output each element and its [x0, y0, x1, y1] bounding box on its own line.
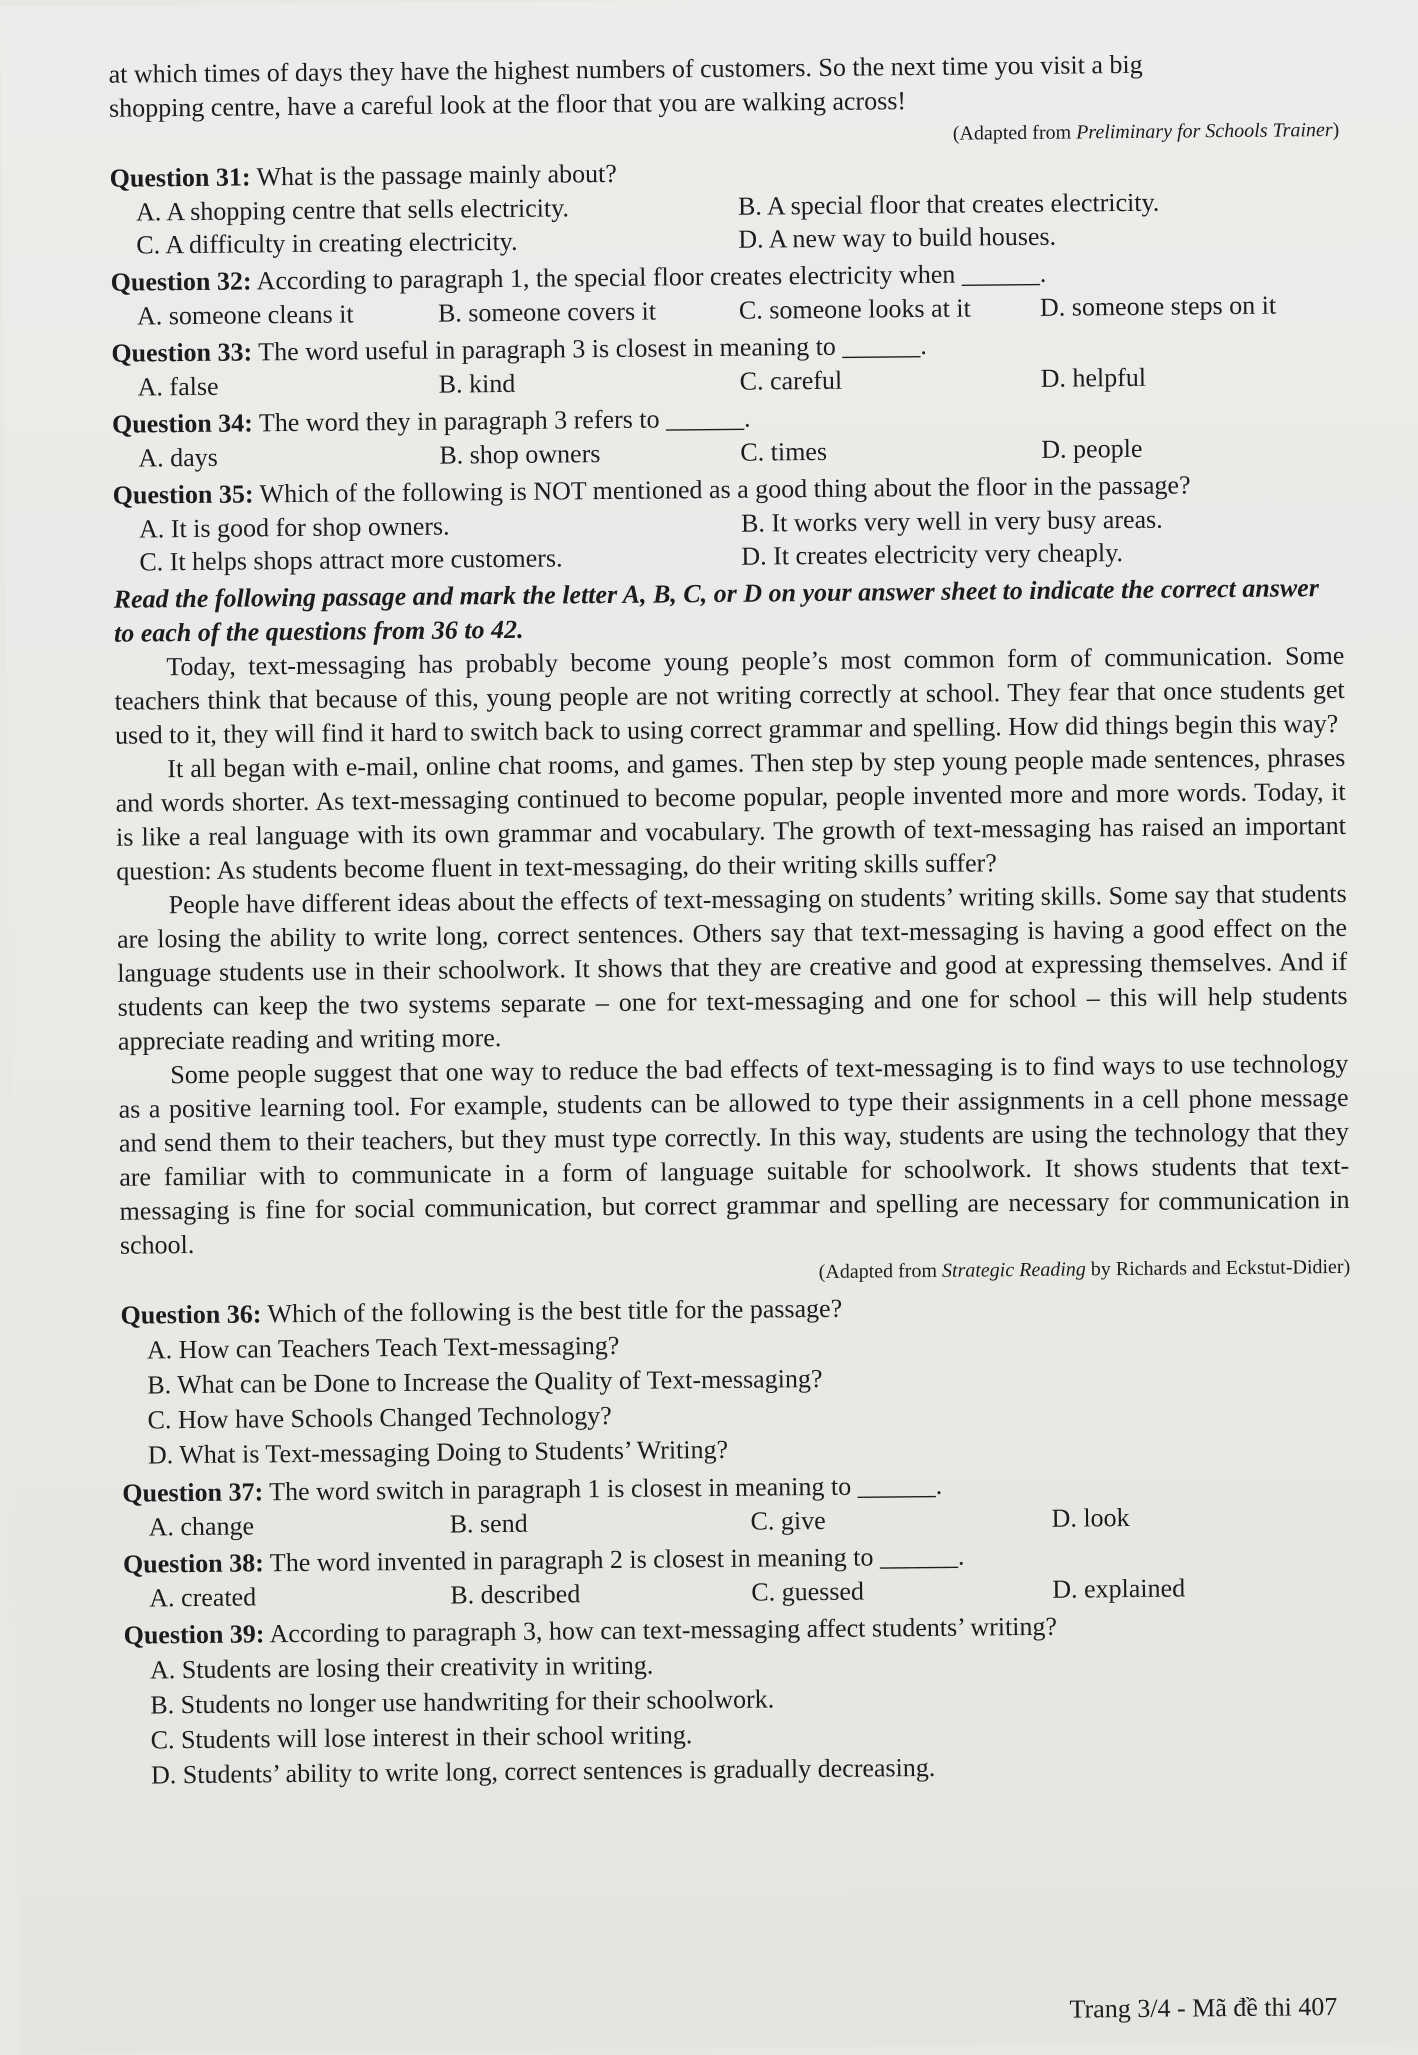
question-label: Question 37: — [122, 1477, 264, 1508]
question-text: The word they in paragraph 3 refers to ______. — [252, 403, 751, 438]
answer-option[interactable]: B. shop owners — [439, 439, 601, 470]
source2-suffix: by Richards and Eckstut-Didier) — [1085, 1255, 1351, 1281]
reading-passage — [114, 639, 1350, 1263]
answer-option[interactable]: A. How can Teachers Teach Text-messaging? — [146, 1330, 620, 1365]
answer-option[interactable]: B. A special floor that creates electricity. — [737, 187, 1160, 221]
source1-prefix: (Adapted from — [952, 121, 1077, 145]
question-item — [111, 325, 1342, 404]
answer-option[interactable]: D. What is Text-messaging Doing to Students’ Writing? — [147, 1434, 729, 1470]
question-group-31-35 — [110, 150, 1344, 579]
answer-option[interactable]: A. change — [148, 1511, 255, 1542]
answer-option[interactable]: A. Students are losing their creativity in writing. — [149, 1650, 654, 1685]
question-label: Question 39: — [123, 1619, 265, 1650]
answer-option[interactable]: A. someone cleans it — [136, 299, 354, 331]
answer-option[interactable]: A. days — [138, 442, 218, 473]
answer-option[interactable]: C. guessed — [751, 1576, 865, 1607]
answer-option[interactable]: C. How have Schools Changed Technology? — [147, 1400, 612, 1435]
answer-option[interactable]: D. helpful — [1040, 362, 1147, 393]
answer-option[interactable]: C. times — [740, 436, 828, 467]
answer-option[interactable]: A. A shopping centre that sells electricity. — [135, 193, 570, 227]
question-item — [110, 150, 1341, 262]
answer-option[interactable]: D. It creates electricity very cheaply. — [741, 538, 1124, 571]
answer-option[interactable]: B. What can be Done to Increase the Quality of Text-messaging? — [147, 1363, 823, 1400]
answer-option[interactable]: B. It works very well in very busy areas. — [740, 504, 1163, 538]
question-item — [113, 467, 1344, 579]
answer-options — [113, 501, 1344, 579]
answer-option[interactable]: B. someone covers it — [437, 296, 657, 328]
question-text: The word switch in paragraph 1 is closest in meaning to ______. — [263, 1470, 943, 1507]
question-item — [124, 1607, 1356, 1793]
answer-option[interactable]: D. someone steps on it — [1039, 290, 1277, 322]
page-footer: Trang 3/4 - Mã đề thi 407 — [1069, 1992, 1338, 2024]
question-text: According to paragraph 3, how can text-messaging affect students’ writing? — [264, 1611, 1058, 1649]
question-item — [111, 254, 1342, 333]
answer-option[interactable]: B. Students no longer use handwriting for their schoolwork. — [150, 1684, 775, 1720]
answer-option[interactable]: D. explained — [1052, 1573, 1186, 1604]
source2-prefix: (Adapted from — [818, 1259, 943, 1284]
source1-suffix: ) — [1332, 118, 1340, 142]
passage-paragraph-2: It all began with e-mail, online chat rooms, and games. Then step by step young people made sentences, phrases and words shorter. As text-messaging continued to become popular, people invented more and more words. Today, it is like a real language with its own grammar and vocabulary. The growth of text-messaging has raised an important question: As students become fluent in text-messaging, do their writing skills suffer? — [115, 742, 1347, 886]
passage-paragraph-1: Today, text-messaging has probably become young people’s most common form of communication. Some teachers think that because of this, young people are not writing correctly at school. They fear that once students get used to it, they will find it hard to switch back to using correct grammar and spelling. How did things begin this way? — [114, 640, 1345, 750]
intro-line-2: shopping centre, have a careful look at the floor that you are walking across! — [108, 86, 907, 123]
question-item — [112, 396, 1343, 475]
question-text: The word useful in paragraph 3 is closest in meaning to ______. — [252, 330, 927, 367]
question-label: Question 34: — [111, 408, 254, 439]
question-item — [120, 1287, 1352, 1473]
passage-paragraph-4: Some people suggest that one way to reduce the bad effects of text-messaging is to find ways to use technology as a positive learning tool. For example, students can be allowed to type their assignments in a cell phone message and send them to their teachers, but they must type correctly. In this way, students are using the technology that they are familiar with to communicate in a form of language suitable for schoolwork. It shows students that text-messaging is fine for social communication, but correct grammar and spelling are necessary for communication in school. — [118, 1048, 1350, 1260]
answer-option[interactable]: C. A difficulty in creating electricity. — [136, 226, 518, 260]
answer-options — [121, 1321, 1352, 1473]
answer-option[interactable]: A. It is good for shop owners. — [138, 511, 450, 544]
source1-title: Preliminary for Schools Trainer — [1076, 119, 1333, 144]
answer-option[interactable]: C. careful — [739, 365, 843, 396]
answer-option[interactable]: B. kind — [438, 368, 516, 399]
answer-option[interactable]: C. someone looks at it — [738, 293, 971, 325]
answer-option[interactable]: C. Students will lose interest in their school writing. — [150, 1720, 693, 1755]
answer-option[interactable]: A. created — [149, 1582, 257, 1613]
answer-option[interactable]: D. people — [1041, 433, 1143, 464]
intro-line-1: at which times of days they have the highest numbers of customers. So the next time you visit a big — [108, 49, 1143, 89]
question-label: Question 38: — [122, 1548, 264, 1579]
answer-option[interactable]: A. false — [137, 371, 219, 402]
intro-text — [109, 46, 1340, 126]
question-label: Question 36: — [120, 1299, 262, 1330]
answer-option[interactable]: D. look — [1051, 1503, 1130, 1533]
answer-option[interactable]: D. Students’ ability to write long, correct sentences is gradually decreasing. — [150, 1752, 936, 1790]
question-label: Question 32: — [110, 266, 252, 297]
answer-option[interactable]: D. A new way to build houses. — [738, 221, 1057, 254]
answer-options — [124, 1641, 1355, 1793]
question-text: Which of the following is NOT mentioned as a good thing about the floor in the passage? — [253, 470, 1191, 509]
question-label: Question 33: — [111, 337, 253, 368]
answer-option[interactable]: B. described — [450, 1579, 581, 1610]
question-group-36-39 — [120, 1287, 1355, 1793]
source2-title: Strategic Reading — [941, 1258, 1086, 1282]
passage-paragraph-3: People have different ideas about the effects of text-messaging on students’ writing skills. Some say that students are losing the ability to write long, correct sentences. Others say that text-messaging is having a good effect on the language students use in their schoolwork. It shows that they are creative and good at expressing themselves. And if students can keep the two systems separate – one for text-messaging and one for school – this will help students appreciate reading and writing more. — [116, 878, 1348, 1056]
question-item — [123, 1536, 1354, 1615]
answer-option[interactable]: C. give — [750, 1505, 826, 1536]
question-label: Question 31: — [109, 162, 251, 193]
question-text: According to paragraph 1, the special floor creates electricity when ______. — [251, 258, 1047, 296]
section-instruction: Read the following passage and mark the letter A, B, C, or D on your answer sheet to indicate the correct answer to each of the questions from 36 to 42. — [113, 573, 1320, 648]
question-label: Question 35: — [112, 479, 254, 510]
question-item — [122, 1465, 1353, 1544]
answer-option[interactable]: C. It helps shops attract more customers. — [139, 543, 563, 577]
answer-option[interactable]: B. send — [449, 1508, 528, 1539]
question-text: Which of the following is the best title for the passage? — [261, 1293, 843, 1329]
question-text: What is the passage mainly about? — [250, 158, 617, 192]
question-text: The word invented in paragraph 2 is closest in meaning to ______. — [263, 1541, 965, 1578]
answer-options — [110, 184, 1341, 262]
